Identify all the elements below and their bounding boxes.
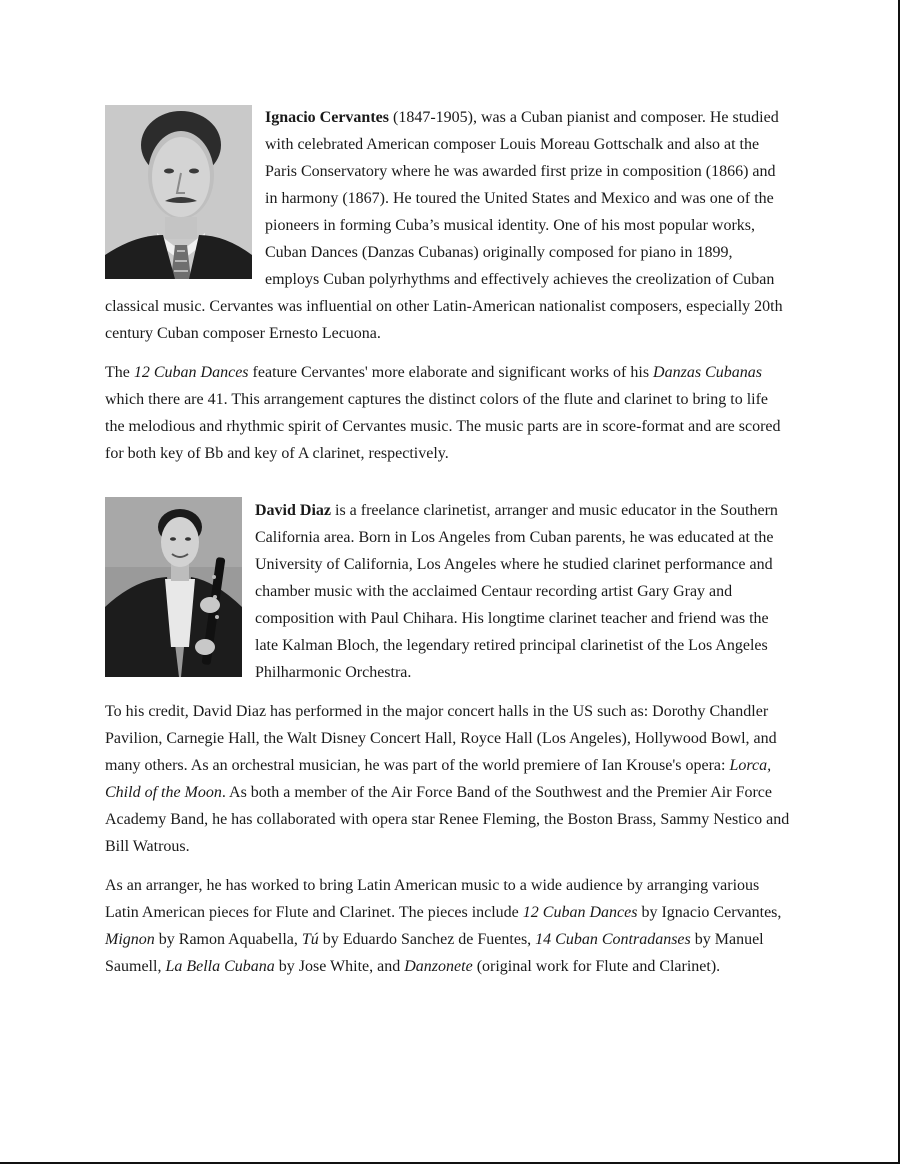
arrangement-text-3: which there are 41. This arrangement captures the distinct colors of the flute and clarinet to bring to life the melodious and rhythmic spirit of Cervantes music. The music parts are in score-format and are scored for both key of Bb and key of A clarinet, respectively. xyxy=(105,391,781,462)
work-title-mignon: Mignon xyxy=(105,931,155,948)
diaz-name: David Diaz xyxy=(255,502,331,519)
section-spacer xyxy=(105,479,790,497)
arrangement-text-2: feature Cervantes' more elaborate and significant works of his xyxy=(248,364,654,381)
cervantes-portrait-image xyxy=(105,105,252,279)
arrangement-title: 12 Cuban Dances xyxy=(133,364,249,381)
credits-paragraph xyxy=(105,698,790,860)
cervantes-bio xyxy=(105,104,790,359)
danzas-cubanas-title: Danzas Cubanas xyxy=(653,364,762,381)
diaz-portrait-image xyxy=(105,497,242,677)
arranger-text-2: by Ignacio Cervantes, xyxy=(637,904,782,921)
work-title-tu: Tú xyxy=(301,931,319,948)
arrangement-text-1: The xyxy=(105,364,134,381)
diaz-bio xyxy=(105,497,790,698)
arranger-text-7: (original work for Flute and Clarinet). xyxy=(472,958,721,975)
credits-text-2: . As both a member of the Air Force Band of the Southwest and the Premier Air Force Academy Band, he has collaborated with opera star Renee Fleming, the Boston Brass, Sammy Nestico and Bill Watrous. xyxy=(105,784,790,855)
arranger-text-5: by Manuel Saumell, xyxy=(105,931,764,975)
arranger-text-4: by Eduardo Sanchez de Fuentes, xyxy=(318,931,536,948)
cervantes-bio-rest: (1847-1905), was a Cuban pianist and composer. He studied with celebrated American composer Louis Moreau Gottschalk and also at the Paris Conservatory where he was awarded first prize in composition (1866) and in harmony (1867). He toured the United States and Mexico and was one of the pioneers in forming Cuba’s musical identity. One of his most popular works, Cuban Dances (Danzas Cubanas) originally composed for piano in 1899, employs Cuban polyrhythms and effectively achieves the creolization of Cuban classical music. Cervantes was influential on other Latin-American nationalist composers, especially 20th century Cuban composer Ernesto Lecuona. xyxy=(105,109,783,342)
arranger-text-6: by Jose White, and xyxy=(274,958,405,975)
work-title-14-cuban-contradanses: 14 Cuban Contradanses xyxy=(535,931,691,948)
arrangement-paragraph xyxy=(105,359,790,467)
work-title-danzonete: Danzonete xyxy=(404,958,473,975)
diaz-bio-rest: is a freelance clarinetist, arranger and music educator in the Southern California area. Born in Los Angeles from Cuban parents, he was educated at the University of California, Los Angeles where he studied clarinet performance and chamber music with the acclaimed Centaur recording artist Gary Gray and composition with Paul Chihara. His longtime clarinet teacher and friend was the late Kalman Bloch, the legendary retired principal clarinetist of the Los Angeles Philharmonic Orchestra. xyxy=(255,502,778,681)
work-title-12-cuban-dances: 12 Cuban Dances xyxy=(522,904,638,921)
arranger-text-3: by Ramon Aquabella, xyxy=(154,931,302,948)
work-title-la-bella-cubana: La Bella Cubana xyxy=(165,958,275,975)
cervantes-name: Ignacio Cervantes xyxy=(265,109,389,126)
document-content xyxy=(105,104,790,992)
arranger-text-1: As an arranger, he has worked to bring Latin American music to a wide audience by arranging various Latin American pieces for Flute and Clarinet. The pieces include xyxy=(105,877,760,921)
arranger-paragraph xyxy=(105,872,790,980)
opera-title: Lorca, Child of the Moon xyxy=(105,757,772,801)
credits-text-1: To his credit, David Diaz has performed in the major concert halls in the US such as: Dorothy Chandler Pavilion, Carnegie Hall, the Walt Disney Concert Hall, Royce Hall (Los Angeles), Hollywood Bowl, and many others. As an orchestral musician, he was part of the world premiere of Ian Krouse's opera: xyxy=(105,703,777,774)
